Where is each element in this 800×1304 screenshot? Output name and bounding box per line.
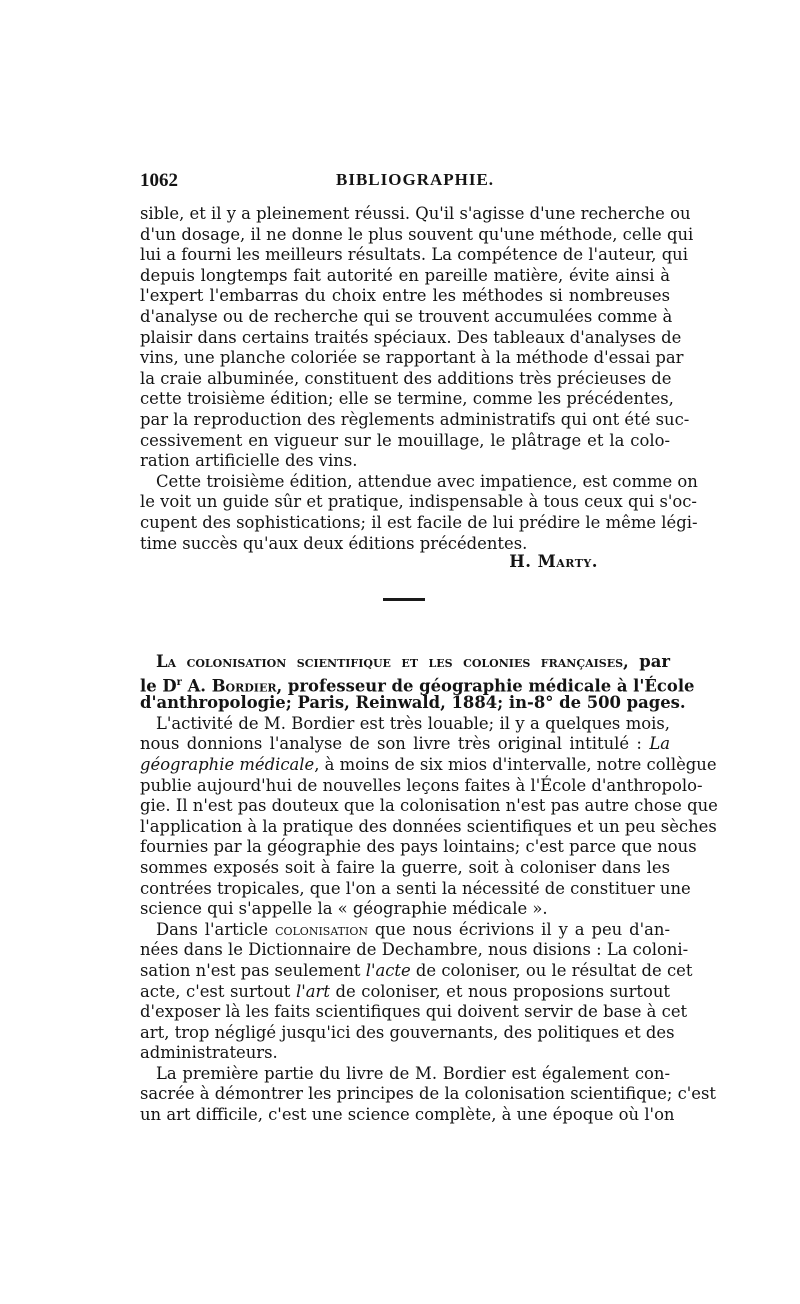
text-line: L'activité de M. Bordier est très louable; il y a quelques mois,: [156, 713, 670, 733]
text-line: contrées tropicales, que l'on a senti la nécessité de constituer une: [140, 878, 691, 898]
italic-title: La: [649, 734, 670, 754]
text-line: la craie albuminée, constituent des additions très précieuses de: [140, 368, 672, 388]
article-name: colonisation: [275, 919, 368, 939]
text-line: cessivement en vigueur sur le mouillage, le plâtrage et la colo-: [140, 430, 670, 450]
italic-term: l'art: [295, 981, 330, 1001]
review-continued: [140, 204, 698, 554]
review-title-line: d'anthropologie; Paris, Reinwald, 1884; in-8° de 500 pages.: [140, 693, 686, 713]
text-line: administrateurs.: [140, 1043, 278, 1063]
text-line: La première partie du livre de M. Bordier est également con-: [156, 1063, 670, 1083]
signature-text: H. Marty.: [509, 552, 598, 571]
text-line: d'exposer là les faits scientifiques qui doivent servir de base à cet: [140, 1002, 688, 1022]
page-header: [140, 170, 670, 196]
text-span: sation n'est pas seulement: [140, 960, 366, 980]
text-line: nées dans le Dictionnaire de Dechambre, nous disions : La coloni-: [140, 940, 689, 960]
review-colonisation: [140, 652, 718, 1126]
text-line: [140, 754, 717, 776]
title-text: le D: [140, 676, 177, 696]
text-line: sommes exposés soit à faire la guerre, soit à coloniser dans les: [140, 857, 670, 877]
text-line: sacrée à démontrer les principes de la colonisation scientifique; c'est: [140, 1084, 716, 1104]
text-span: que nous écrivions il y a peu d'an-: [368, 919, 671, 939]
text-line: fournies par la géographie des pays lointains; c'est parce que nous: [140, 837, 697, 857]
text-line: l'expert l'embarras du choix entre les méthodes si nombreuses: [140, 286, 670, 306]
text-line: publie aujourd'hui de nouvelles leçons faites à l'École d'anthropolo-: [140, 775, 703, 795]
title-text: par: [639, 652, 670, 671]
superscript: r: [176, 676, 182, 688]
text-line: depuis longtemps fait autorité en pareille matière, évite ainsi à: [140, 265, 670, 285]
text-line: [140, 982, 670, 1003]
text-span: acte, c'est surtout: [140, 981, 296, 1001]
review-title-line: [140, 673, 695, 696]
text-line: sible, et il y a pleinement réussi. Qu'il s'agisse d'une recherche ou: [140, 204, 691, 223]
review-signature: [140, 552, 598, 571]
running-head: BIBLIOGRAPHIE.: [336, 170, 495, 189]
text-line: l'application à la pratique des données scientifiques et un peu sèches: [140, 816, 717, 836]
text-line: lui a fourni les meilleurs résultats. La compétence de l'auteur, qui: [140, 245, 688, 265]
text-line: plaisir dans certains traités spéciaux. Des tableaux d'analyses de: [140, 327, 682, 347]
italic-title: géographie médicale: [140, 754, 315, 774]
text-span: Dans l'article: [156, 919, 276, 939]
section-separator: [383, 598, 425, 601]
text-line: cette troisième édition; elle se termine, comme les précédentes,: [140, 389, 674, 409]
text-line: [140, 960, 693, 982]
text-line: [140, 920, 670, 941]
text-line: Cette troisième édition, attendue avec impatience, est comme on: [156, 471, 698, 491]
text-line: cupent des sophistications; il est facile de lui prédire le même légi-: [140, 512, 698, 532]
title-text: professeur de géographie médicale à l'École: [282, 676, 695, 696]
page-number: 1062: [140, 170, 178, 191]
text-line: time succès qu'aux deux éditions précédentes.: [140, 533, 528, 553]
text-span: de coloniser, et nous proposions surtout: [329, 981, 670, 1001]
text-line: [140, 734, 670, 755]
text-span: de coloniser, ou le résultat de cet: [410, 960, 693, 980]
text-line: vins, une planche coloriée se rapportant à la méthode d'essai par: [140, 348, 684, 368]
italic-term: l'acte: [365, 960, 411, 980]
text-line: par la reproduction des règlements administratifs qui ont été suc-: [140, 409, 690, 429]
text-line: science qui s'appelle la « géographie médicale ».: [140, 899, 548, 919]
book-title: La colonisation scientifique et les colonies françaises,: [156, 652, 629, 671]
author-name: A. Bordier,: [181, 676, 283, 696]
text-line: gie. Il n'est pas douteux que la colonisation n'est pas autre chose que: [140, 796, 718, 816]
text-line: ration artificielle des vins.: [140, 451, 358, 471]
text-line: le voit un guide sûr et pratique, indispensable à tous ceux qui s'oc-: [140, 492, 697, 512]
text-line: un art difficile, c'est une science complète, à une époque où l'on: [140, 1105, 675, 1125]
text-line: art, trop négligé jusqu'ici des gouvernants, des politiques et des: [140, 1022, 675, 1042]
text-span: nous donnions l'analyse de son livre très original intitulé :: [140, 734, 650, 754]
text-line: d'analyse ou de recherche qui se trouvent accumulées comme à: [140, 306, 673, 326]
text-span: , à moins de six mios d'intervalle, notre collègue: [314, 754, 717, 774]
text-line: d'un dosage, il ne donne le plus souvent qu'une méthode, celle qui: [140, 224, 694, 244]
review-title-line: [140, 652, 670, 673]
